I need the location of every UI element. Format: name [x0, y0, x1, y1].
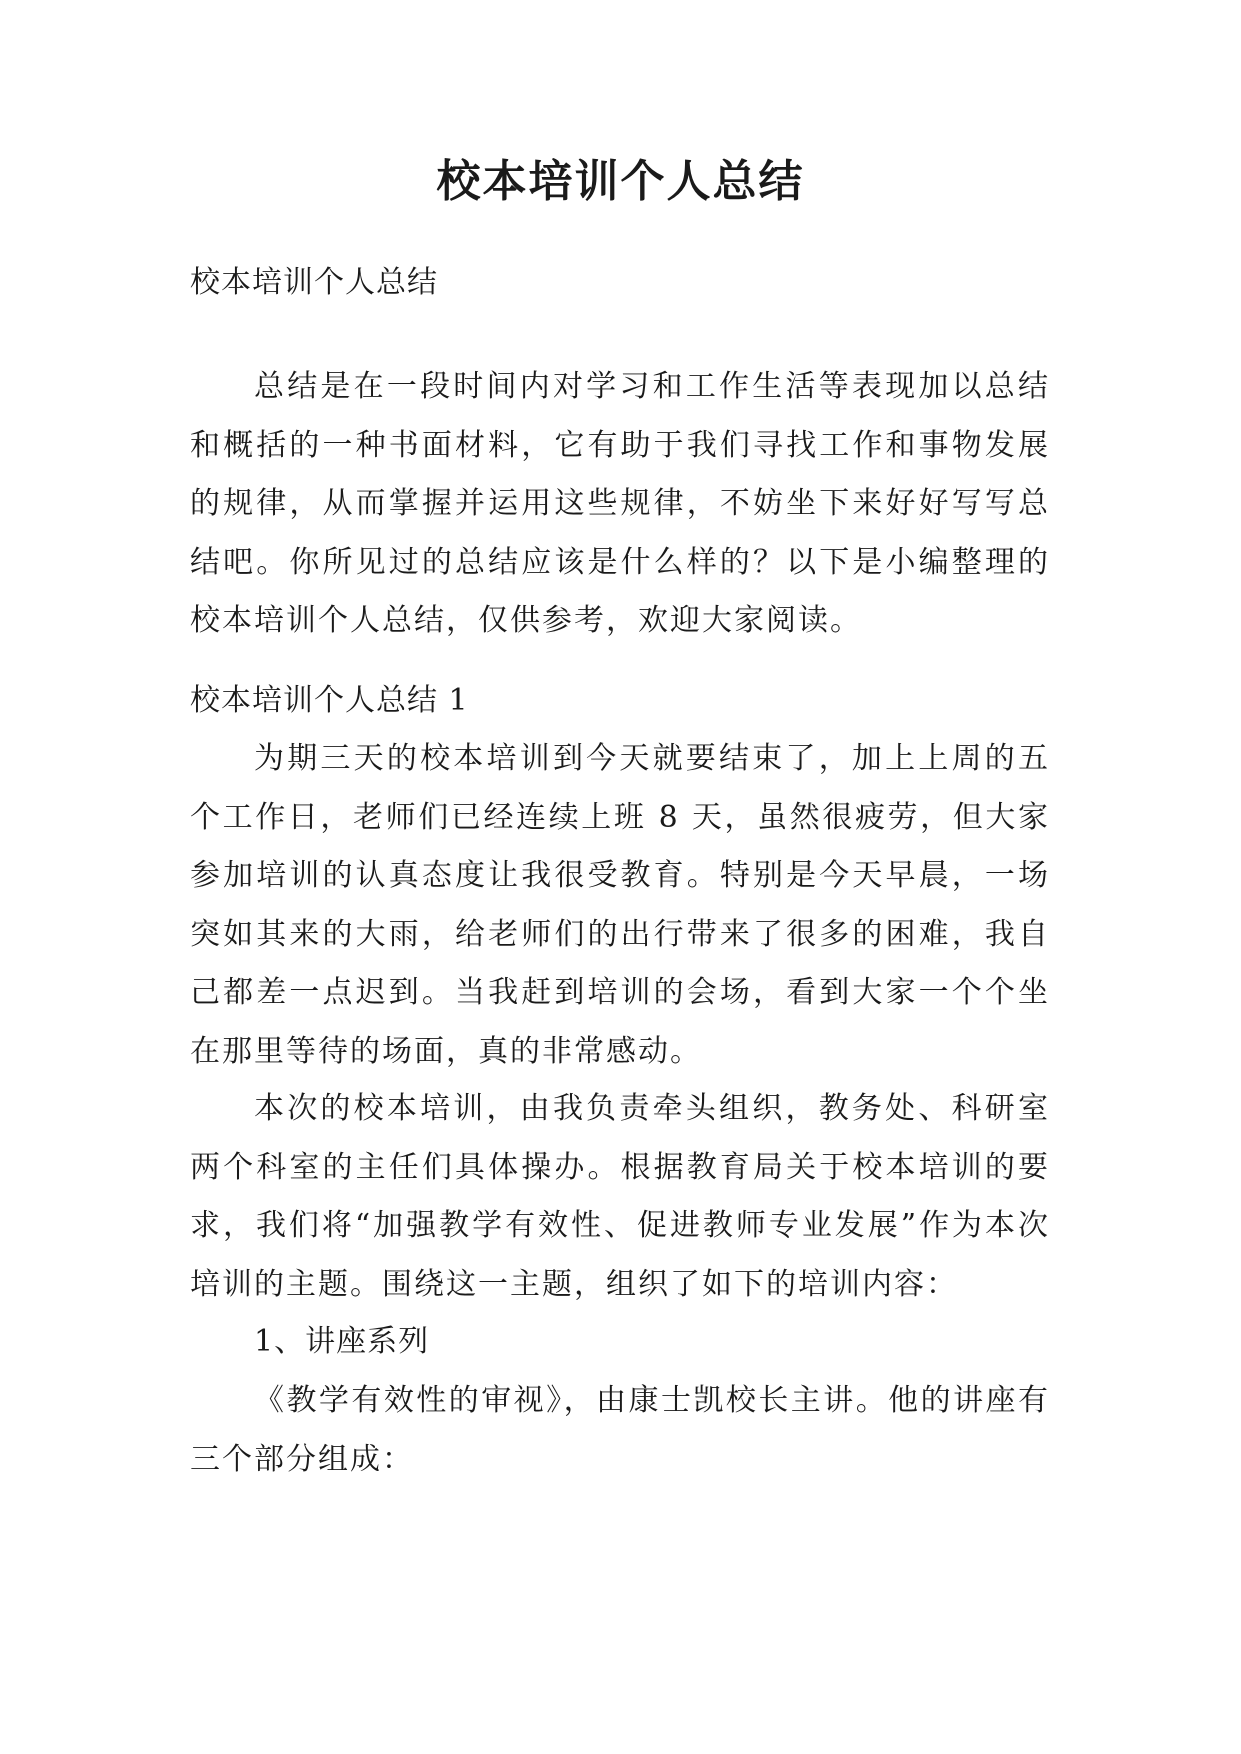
document-title: 校本培训个人总结	[436, 156, 805, 207]
paragraph-1: 为期三天的校本培训到今天就要结束了，加上上周的五个工作日，老师们已经连续上班 8 天，虽然很疲劳，但大家参加培训的认真态度让我很受教育。特别是今天早晨，一场突如其来的大雨，给老师们的出行带来了很多的困难，我自己都差一点迟到。当我赶到培训的会场，看到大家一个个坐在那里等待的场面，真的非常感动。	[190, 741, 1050, 1069]
paragraph-2: 本次的校本培训，由我负责牵头组织，教务处、科研室两个科室的主任们具体操办。根据教育局关于校本培训的要求，我们将“加强教学有效性、促进教师专业发展”作为本次培训的主题。围绕这一主题，组织了如下的培训内容：	[190, 1091, 1050, 1302]
intro-paragraph: 总结是在一段时间内对学习和工作生活等表现加以总结和概括的一种书面材料，它有助于我们寻找工作和事物发展的规律，从而掌握并运用这些规律，不妨坐下来好好写写总结吧。你所见过的总结应该是什么样的？以下是小编整理的校本培训个人总结，仅供参考，欢迎大家阅读。	[190, 369, 1050, 638]
section-heading-1: 校本培训个人总结 1	[190, 683, 469, 718]
document-subtitle: 校本培训个人总结	[190, 265, 438, 300]
paragraph-3: 《教学有效性的审视》，由康士凯校长主讲。他的讲座有三个部分组成：	[190, 1383, 1050, 1477]
list-item-lecture-series: 1、讲座系列	[254, 1324, 430, 1359]
